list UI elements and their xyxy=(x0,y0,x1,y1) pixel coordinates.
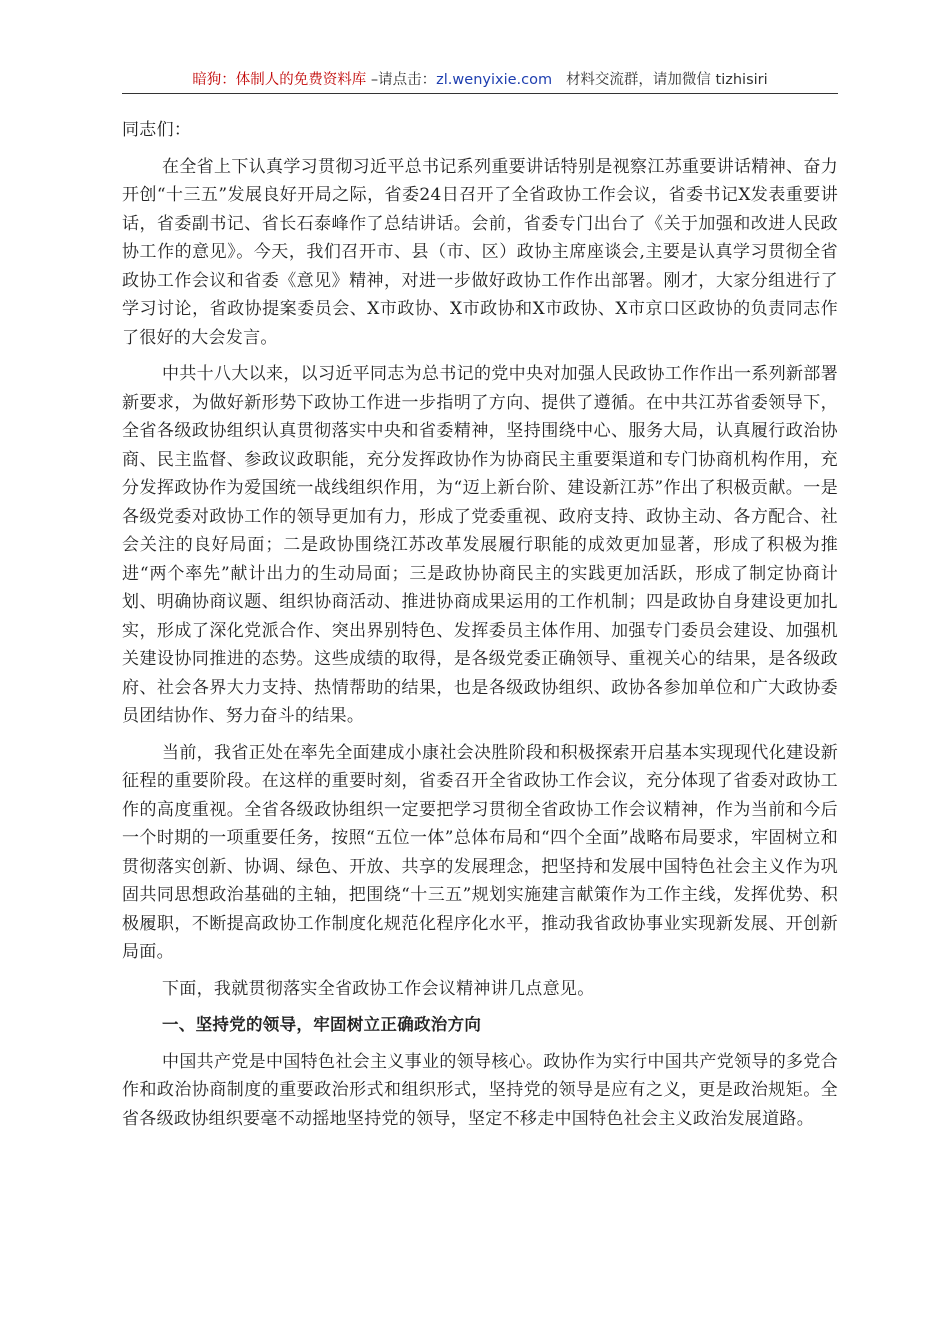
salutation: 同志们： xyxy=(122,120,192,140)
section-heading: 一、坚持党的领导，牢固树立正确政治方向 xyxy=(162,1015,482,1034)
document-body xyxy=(122,116,838,1141)
body-paragraph: 中共十八大以来，以习近平同志为总书记的党中央对加强人民政协工作作出一系列新部署新要求，为做好新形势下政协工作进一步指明了方向、提供了遵循。在中共江苏省委领导下，全省各级政协组织认真贯彻落实中央和省委精神，坚持围绕中心、服务大局，认真履行政治协商、民主监督、参政议政职能，充分发挥政协作为协商民主重要渠道和专门协商机构作用，充分发挥政协作为爱国统一战线组织作用，为“迈上新台阶、建设新江苏”作出了积极贡献。一是各级党委对政协工作的领导更加有力，形成了党委重视、政府支持、政协主动、各方配合、社会关注的良好局面；二是政协围绕江苏改革发展履行职能的成效更加显著，形成了积极为推进“两个率先”献计出力的生动局面；三是政协协商民主的实践更加活跃，形成了制定协商计划、明确协商议题、组织协商活动、推进协商成果运用的工作机制；四是政协自身建设更加扎实，形成了深化党派合作、突出界别特色、发挥委员主体作用、加强专门委员会建设、加强机关建设协同推进的态势。这些成绩的取得，是各级党委正确领导、重视关心的结果，是各级政府、社会各界大力支持、热情帮助的结果，也是各级政协组织、政协各参加单位和广大政协委员团结协作、努力奋斗的结果。 xyxy=(122,364,838,726)
header-group-text: 材料交流群，请加微信 tizhisiri xyxy=(565,72,768,88)
section-paragraph: 中国共产党是中国特色社会主义事业的领导核心。政协作为实行中国共产党领导的多党合作和政治协商制度的重要政治形式和组织形式，坚持党的领导是应有之义，更是政治规矩。全省各级政协组织要毫不动摇地坚持党的领导，坚定不移走中国特色社会主义政治发展道路。 xyxy=(122,1051,838,1129)
header-click-prompt: –请点击： xyxy=(366,72,437,88)
body-paragraph: 当前，我省正处在率先全面建成小康社会决胜阶段和积极探索开启基本实现现代化建设新征程的重要阶段。在这样的重要时刻，省委召开全省政协工作会议，充分体现了省委对政协工作的高度重视。全省各级政协组织一定要把学习贯彻全省政协工作会议精神，作为当前和今后一个时期的一项重要任务，按照“五位一体”总体布局和“四个全面”战略布局要求，牢固树立和贯彻落实创新、协调、绿色、开放、共享的发展理念，把坚持和发展中国特色社会主义作为巩固共同思想政治基础的主轴，把围绕“十三五”规划实施建言献策作为工作主线，发挥优势、积极履职，不断提高政协工作制度化规范化程序化水平，推动我省政协事业实现新发展、开创新局面。 xyxy=(122,742,838,962)
header-divider xyxy=(122,93,838,94)
header-url-link[interactable]: zl.wenyixie.com xyxy=(436,72,553,88)
page-header xyxy=(122,70,838,94)
header-site-name: 暗狗：体制人的免费资料库 xyxy=(192,72,367,88)
body-paragraph: 下面，我就贯彻落实全省政协工作会议精神讲几点意见。 xyxy=(162,978,595,999)
body-paragraph: 在全省上下认真学习贯彻习近平总书记系列重要讲话特别是视察江苏重要讲话精神、奋力开创“十三五”发展良好开局之际，省委24日召开了全省政协工作会议，省委书记X发表重要讲话，省委副书记、省长石泰峰作了总结讲话。会前，省委专门出台了《关于加强和改进人民政协工作的意见》。今天，我们召开市、县（市、区）政协主席座谈会,主要是认真学习贯彻全省政协工作会议和省委《意见》精神，对进一步做好政协工作作出部署。刚才，大家分组进行了学习讨论，省政协提案委员会、X市政协、X市政协和X市政协、X市京口区政协的负责同志作了很好的大会发言。 xyxy=(122,156,838,348)
